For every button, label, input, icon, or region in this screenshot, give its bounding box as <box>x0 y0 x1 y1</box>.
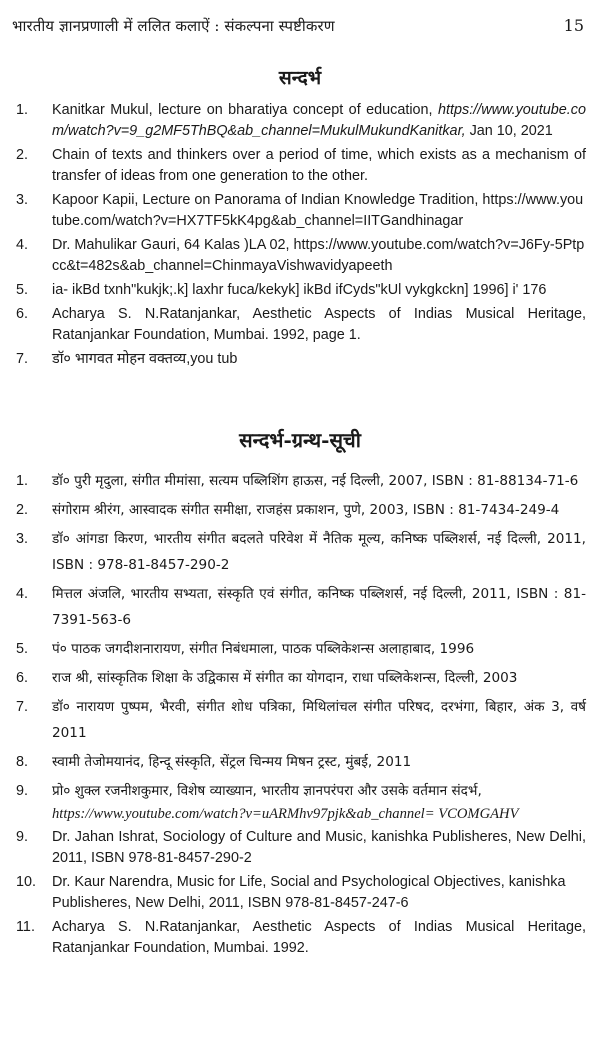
reference-number: 1. <box>16 102 29 118</box>
bibliography-item <box>16 468 586 494</box>
bibliography-text: मित्तल अंजलि, भारतीय सभ्यता, संस्कृति एवं संगीत, कनिष्क पब्लिशर्स, नई दिल्ली, 2011, ISBN : 81-7391-563-6 <box>52 586 586 628</box>
reference-item <box>16 145 586 187</box>
bibliography-number: 9. <box>16 829 29 845</box>
reference-number: 4. <box>16 237 29 253</box>
bibliography-number: 7. <box>16 699 29 715</box>
bibliography-number: 10. <box>16 874 37 890</box>
bibliography-number: 1. <box>16 473 29 489</box>
reference-item <box>16 235 586 277</box>
reference-number: 5. <box>16 282 29 298</box>
reference-item <box>16 280 586 301</box>
bibliography-number: 4. <box>16 586 29 602</box>
bibliography-text-continued: Publisheres, New Delhi, 2011, ISBN 978-81-8457-247-6 <box>52 895 409 911</box>
bibliography-number: 6. <box>16 670 29 686</box>
bibliography-number: 9. <box>16 783 29 799</box>
running-header <box>12 16 584 36</box>
bibliography-number: 2. <box>16 502 29 518</box>
bibliography-item <box>16 694 586 746</box>
bibliography-item <box>16 497 586 523</box>
bibliography-item <box>16 581 586 633</box>
bibliography-text: डॉ० नारायण पुष्पम, भैरवी, संगीत शोध पत्रिका, मिथिलांचल संगीत परिषद, दरभंगा, बिहार, अंक 3, वर्ष 2011 <box>52 699 586 741</box>
reference-text-main: Kanitkar Mukul, lecture on bharatiya concept of education, <box>52 102 433 118</box>
reference-url-link[interactable]: https://www.youtube.com/watch?v=9_g2MF5ThBQ&ab_channel=MukulMukundKanitkar, <box>52 102 586 139</box>
reference-number: 2. <box>16 147 29 163</box>
bibliography-item <box>16 917 586 959</box>
bibliography-item <box>16 827 586 869</box>
bibliography-text: संगोराम श्रीरंग, आस्वादक संगीत समीक्षा, राजहंस प्रकाशन, पुणे, 2003, ISBN : 81-7434-249-4 <box>52 502 560 518</box>
reference-date: Jan 10, 2021 <box>469 123 553 139</box>
bibliography-item <box>16 778 586 824</box>
reference-number: 7. <box>16 351 29 367</box>
reference-item <box>16 190 586 232</box>
references-list <box>16 100 586 373</box>
reference-item <box>16 304 586 346</box>
bibliography-item <box>16 526 586 578</box>
bibliography-text <box>52 872 586 914</box>
bibliography-text-main: Dr. Kaur Narendra, Music for Life, Social and Psychological Objectives, kanishka <box>52 874 566 890</box>
bibliography-number: 11. <box>16 919 35 935</box>
reference-text: ia- ikBd txnh"kukjk;.k] laxhr fuca/kekyk] ikBd ifCyds"kUl vykgkckn] 1996] i' 176 <box>52 282 547 298</box>
running-header-title: भारतीय ज्ञानप्रणाली में ललित कलाऐं : संकल्पना स्पष्टीकरण <box>12 17 335 35</box>
bibliography-item <box>16 665 586 691</box>
bibliography-item <box>16 749 586 775</box>
bibliography-text: स्वामी तेजोमयानंद, हिन्दू संस्कृति, सेंट्रल चिन्मय मिषन ट्रस्ट, मुंबई, 2011 <box>52 754 412 770</box>
bibliography-url-link[interactable]: https://www.youtube.com/watch?v=uARMhv97pjk&ab_channel= VCOMGAHV <box>52 806 519 822</box>
bibliography-heading: सन्दर्भ-ग्रन्थ-सूची <box>239 428 361 452</box>
bibliography-item <box>16 872 586 914</box>
page-number: 15 <box>563 16 584 35</box>
bibliography-number: 3. <box>16 531 29 547</box>
bibliography-text: Dr. Jahan Ishrat, Sociology of Culture and Music, kanishka Publisheres, New Delhi, 2011, ISBN 978-81-8457-290-2 <box>52 829 586 866</box>
reference-text: Acharya S. N.Ratanjankar, Aesthetic Aspects of Indias Musical Heritage, Ratanjankar Foundation, Mumbai. 1992, page 1. <box>52 306 586 343</box>
bibliography-number: 5. <box>16 641 29 657</box>
reference-text: Kapoor Kapii, Lecture on Panorama of Indian Knowledge Tradition, https://www.youtube.com/watch?v=HX7TF5kK4pg&ab_channel=IITGandhinagar <box>52 192 584 229</box>
bibliography-list <box>16 468 586 962</box>
bibliography-text-main: प्रो० शुक्ल रजनीशकुमार, विशेष व्याख्यान, भारतीय ज्ञानपरंपरा और उसके वर्तमान संदर्भ, <box>52 783 482 799</box>
bibliography-text: डॉ० आंगडा किरण, भारतीय संगीत बदलते परिवेश में नैतिक मूल्य, कनिष्क पब्लिशर्स, नई दिल्ली, 2011, ISBN : 978-81-8457-290-2 <box>52 531 586 573</box>
reference-item <box>16 349 586 370</box>
reference-number: 3. <box>16 192 29 208</box>
reference-text: Dr. Mahulikar Gauri, 64 Kalas )LA 02, https://www.youtube.com/watch?v=J6Fy-5Ptpcc&t=482s&ab_channel=ChinmayaVishwavidyapeeth <box>52 237 585 274</box>
bibliography-text: पं० पाठक जगदीशनारायण, संगीत निबंधमाला, पाठक पब्लिकेशन्स अलाहाबाद, 1996 <box>52 641 475 657</box>
reference-text: Chain of texts and thinkers over a period of time, which exists as a mechanism of transfer of ideas from one generation to the other. <box>52 147 586 184</box>
references-heading: सन्दर्भ <box>278 67 322 89</box>
bibliography-text: डॉ० पुरी मृदुला, संगीत मीमांसा, सत्यम पब्लिशिंग हाऊस, नई दिल्ली, 2007, ISBN : 81-88134-71-6 <box>52 473 579 489</box>
bibliography-text: Acharya S. N.Ratanjankar, Aesthetic Aspects of Indias Musical Heritage, Ratanjankar Foundation, Mumbai. 1992. <box>52 919 586 956</box>
bibliography-text <box>52 778 586 824</box>
bibliography-number: 8. <box>16 754 29 770</box>
reference-text <box>52 100 586 142</box>
bibliography-item <box>16 636 586 662</box>
reference-text: डॉ० भागवत मोहन वक्तव्य,you tub <box>52 351 238 367</box>
bibliography-text: राज श्री, सांस्कृतिक शिक्षा के उद्विकास में संगीत का योगदान, राधा पब्लिकेशन्स, दिल्ली, 2003 <box>52 670 518 686</box>
reference-item <box>16 100 586 142</box>
reference-number: 6. <box>16 306 29 322</box>
